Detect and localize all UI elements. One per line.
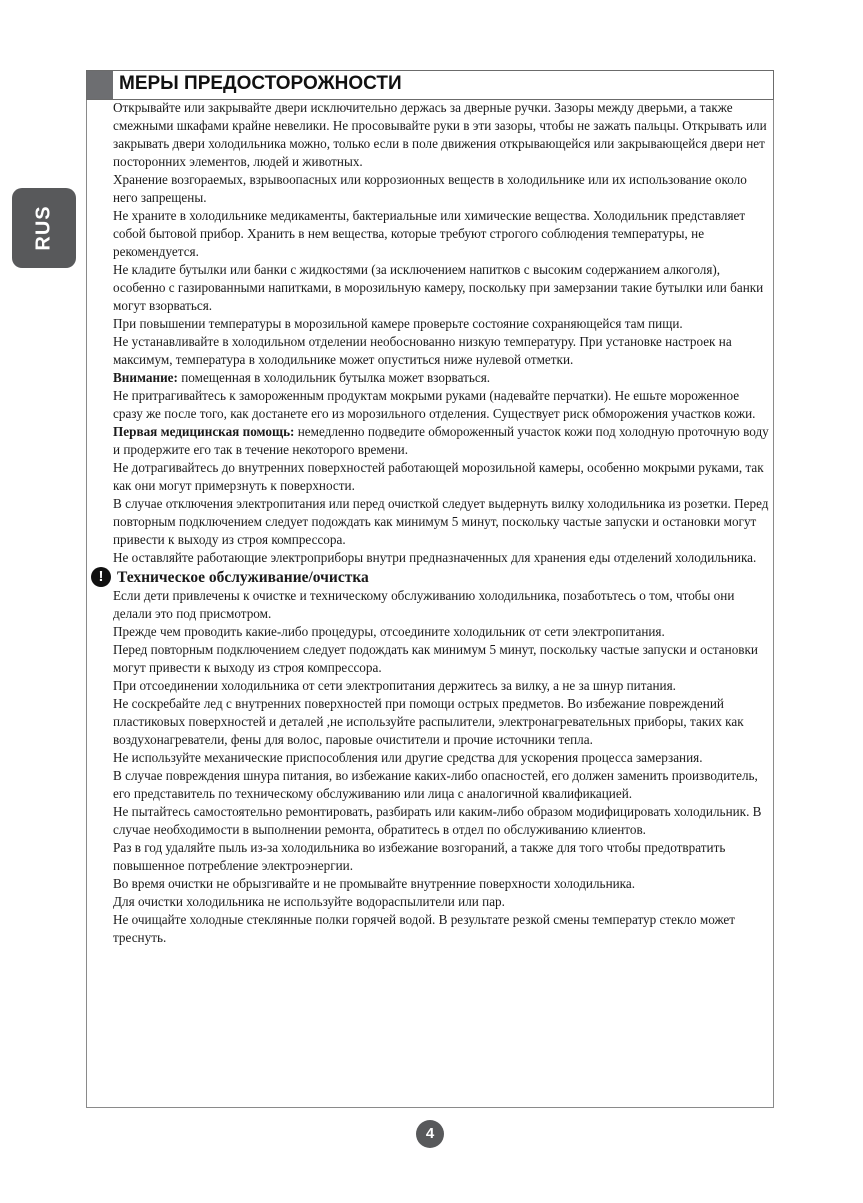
- language-tab: [12, 188, 76, 268]
- first-aid-label: Первая медицинская помощь:: [113, 424, 295, 439]
- paragraph-text: помещенная в холодильник бутылка может взорваться.: [177, 370, 491, 385]
- paragraph: Не храните в холодильнике медикаменты, бактериальные или химические вещества. Холодильник представляет собой бытовой прибор. Хранить в нем вещества, которые требуют строгого соблюдения температуры, не рекомендуется.: [113, 208, 746, 259]
- paragraph: В случае повреждения шнура питания, во избежание каких-либо опасностей, его должен заменить производитель, его представитель по техническому обслуживанию или лица с аналогичной квалификацией.: [113, 768, 758, 801]
- paragraph: Не очищайте холодные стеклянные полки горячей водой. В результате резкой смены температур стекло может треснуть.: [113, 912, 736, 945]
- paragraph: Не кладите бутылки или банки с жидкостями (за исключением напитков с высоким содержанием алкоголя), особенно с газированными напитками, в морозильную камеру, поскольку при замерзании такие бутылки или банки могут взорваться.: [113, 262, 764, 313]
- page-title: МЕРЫ ПРЕДОСТОРОЖНОСТИ: [119, 73, 402, 94]
- section-header: [86, 70, 774, 100]
- paragraph: Прежде чем проводить какие-либо процедуры, отсоедините холодильник от сети электропитания.: [113, 624, 665, 639]
- paragraph: [113, 369, 769, 387]
- language-label: RUS: [32, 205, 55, 251]
- paragraph-text: немедленно подведите обмороженный участок кожи под холодную проточную воду и продержите его так в течение некоторого времени.: [113, 424, 769, 457]
- document-body: [98, 99, 769, 947]
- paragraph: [113, 423, 769, 459]
- paragraph: Не соскребайте лед с внутренних поверхностей при помощи острых предметов. Во избежание повреждений пластиковых поверхностей и деталей ,не используйте распылители, электронагревательных приборы, таких как воздухонагреватели, фены для волос, паровые очистители и прочие источники тепла.: [113, 696, 744, 747]
- paragraph: Не притрагивайтесь к замороженным продуктам мокрыми руками (надевайте перчатки). Не ешьте мороженное сразу же после того, как достанете его из морозильного отделения. Существует риск обморожения участков кожи.: [113, 388, 756, 421]
- page-number: 4: [416, 1120, 444, 1148]
- paragraph: При отсоединении холодильника от сети электропитания держитесь за вилку, а не за шнур питания.: [113, 678, 676, 693]
- paragraph: Не пытайтесь самостоятельно ремонтировать, разбирать или каким-либо образом модифицировать холодильник. В случае необходимости в выполнении ремонта, обратитесь в отдел по обслуживанию клиентов.: [113, 804, 762, 837]
- warning-icon: !: [91, 567, 111, 587]
- paragraph: Не оставляйте работающие электроприборы внутри предназначенных для хранения еды отделений холодильника.: [113, 550, 757, 565]
- attention-label: Внимание:: [113, 370, 178, 385]
- paragraph: Если дети привлечены к очистке и техническому обслуживанию холодильника, позаботьтесь о том, чтобы они делали это под присмотром.: [113, 588, 735, 621]
- paragraph: Не дотрагивайтесь до внутренних поверхностей работающей морозильной камеры, особенно мокрыми руками, так как они могут примерзнуть к поверхности.: [113, 460, 764, 493]
- paragraph: При повышении температуры в морозильной камере проверьте состояние сохраняющейся там пищи.: [113, 316, 683, 331]
- paragraph: Во время очистки не обрызгивайте и не промывайте внутренние поверхности холодильника.: [113, 876, 636, 891]
- paragraph: Перед повторным подключением следует подождать как минимум 5 минут, поскольку частые запуски и остановки могут привести к выходу из строя компрессора.: [113, 642, 758, 675]
- maintenance-heading-text: Техническое обслуживание/очистка: [117, 569, 369, 586]
- paragraph: Не устанавливайте в холодильном отделении необоснованно низкую температуру. При установке настроек на максимум, температура в холодильнике может опуститься ниже нулевой отметки.: [113, 334, 732, 367]
- paragraph: Раз в год удаляйте пыль из-за холодильника во избежание возгораний, а также для того чтобы предотвратить повышенное потребление электроэнергии.: [113, 840, 726, 873]
- paragraph: В случае отключения электропитания или перед очисткой следует выдернуть вилку холодильника из розетки. Перед повторным подключением следует подождать как минимум 5 минут, поскольку частые запуски и остановки могут привести к выходу из строя компрессора.: [113, 496, 769, 547]
- header-accent-block: [87, 71, 113, 99]
- paragraph: Для очистки холодильника не используйте водораспылители или пар.: [113, 894, 505, 909]
- paragraph: Открывайте или закрывайте двери исключительно держась за дверные ручки. Зазоры между дверьми, а также смежными шкафами крайне невелики. Не просовывайте руки в эти зазоры, чтобы не зажать пальцы. Открывать или закрывать двери холодильника можно, только если в поле движения открывающейся или закрывающейся двери нет посторонних элементов, людей и животных.: [113, 100, 767, 169]
- maintenance-heading: [91, 568, 769, 587]
- paragraph: Хранение возгораемых, взрывоопасных или коррозионных веществ в холодильнике или их использование около него запрещены.: [113, 172, 747, 205]
- paragraph: Не используйте механические приспособления или другие средства для ускорения процесса замерзания.: [113, 750, 703, 765]
